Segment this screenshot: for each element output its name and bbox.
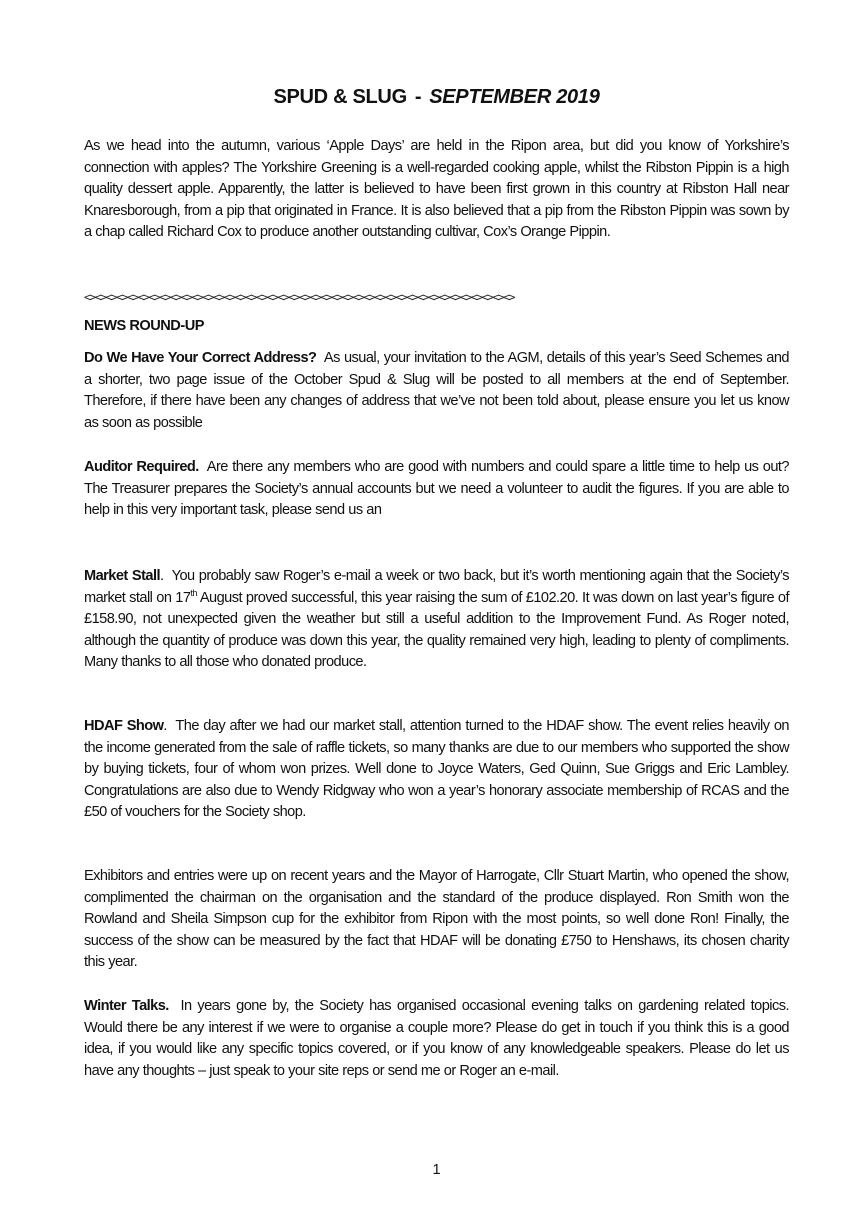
news-item-body-cont: August proved successful, this year raising the sum of £102.20. It was down on last year’s figure of £158.90, not unexpected given the weather but still a useful addition to the Improvement Fund. As Roger noted, although the quantity of produce was down this year, the quality remained very high, leading to plenty of compliments. Many thanks to all those who donated produce. [84, 589, 789, 670]
news-item-title: Do We Have Your Correct Address? [84, 350, 317, 366]
ordinal-suffix: th [190, 587, 197, 598]
news-item-winter-talks [84, 996, 789, 1082]
news-item-exhibitors [84, 866, 789, 974]
news-item-market-stall [84, 566, 789, 674]
intro-paragraph: As we head into the autumn, various ‘Apple Days’ are held in the Ripon area, but did you know of Yorkshire’s connection with apples? The Yorkshire Greening is a well-regarded cooking apple, whilst the Ribston Pippin is a high quality dessert apple. Apparently, the latter is believed to have been first grown in this country at Ribston Hall near Knaresborough, from a pip that originated in France. It is also believed that a pip from the Ribston Pippin was sown by a chap called Richard Cox to produce another outstanding cultivar, Cox’s Orange Pippin. [84, 138, 789, 240]
newsletter-name: SPUD & SLUG [273, 86, 407, 108]
news-item-auditor [84, 457, 789, 522]
news-item-title: Winter Talks. [84, 998, 169, 1014]
news-item-title-suffix: . [160, 568, 164, 584]
news-item-body: The day after we had our market stall, attention turned to the HDAF show. The event relies heavily on the income generated from the sale of raffle tickets, so many thanks are due to our members who supported the show by buying tickets, four of whom won prizes. Well done to Joyce Waters, Ged Quinn, Sue Griggs and Eric Lambley. Congratulations are also due to Wendy Ridgway who won a year’s honorary associate membership of RCAS and the £50 of vouchers for the Society shop. [84, 718, 789, 820]
news-item-body: You probably saw Roger’s e-mail a week or two back, but it’s worth mentioning again that the Society’s market stall on 17 [84, 568, 789, 606]
news-item-body: As usual, your invitation to the AGM, details of this year’s Seed Schemes and a shorter, two page issue of the October Spud & Slug will be posted to all members at the end of September. Therefore, if there have been any changes of address that we’ve not been told about, please ensure you let us know as soon as possible [84, 350, 789, 431]
news-item-address [84, 348, 789, 434]
issue-date: SEPTEMBER 2019 [429, 86, 600, 108]
decorative-separator: <><><><><><><><><><><><><><><><><><><><><><><><><><><><><><><><><><><><><><><><> [84, 290, 514, 304]
news-item-hdaf-show [84, 716, 789, 824]
news-item-title: HDAF Show [84, 718, 164, 734]
news-item-body: In years gone by, the Society has organised occasional evening talks on gardening related topics. Would there be any interest if we were to organise a couple more? Please do get in touch if you think this is a good idea, if you would like any specific topics covered, or if you know of any knowledgeable speakers. Please do let us have any thoughts – just speak to your site reps or send me or Roger an e-mail. [84, 998, 789, 1079]
news-item-title: Market Stall [84, 568, 160, 584]
news-item-title-suffix: . [163, 718, 167, 734]
title-dash: - [414, 86, 422, 108]
news-item-title: Auditor Required. [84, 459, 199, 475]
section-heading-news: NEWS ROUND-UP [84, 318, 204, 334]
page-title [84, 86, 789, 109]
news-item-body: Are there any members who are good with numbers and could spare a little time to help us out? The Treasurer prepares the Society’s annual accounts but we need a volunteer to audit the figures. If you are able to help in this very important task, please send us an [84, 459, 790, 518]
page-number: 1 [432, 1162, 441, 1178]
news-item-body: Exhibitors and entries were up on recent years and the Mayor of Harrogate, Cllr Stuart Martin, who opened the show, complimented the chairman on the organisation and the standard of the produce displayed. Ron Smith won the Rowland and Sheila Simpson cup for the exhibitor from Ripon with the most points, so well done Ron! Finally, the success of the show can be measured by the fact that HDAF will be donating £750 to Henshaws, its chosen charity this year. [84, 868, 789, 970]
